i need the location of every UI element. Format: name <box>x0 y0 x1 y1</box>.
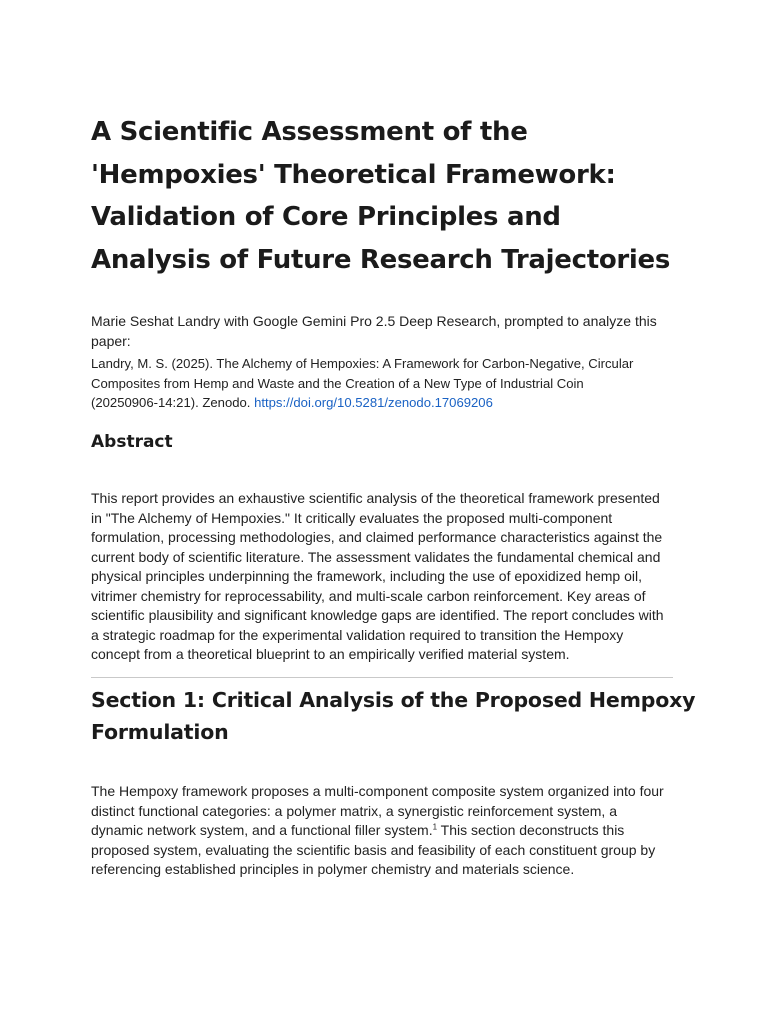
doi-link[interactable]: https://doi.org/10.5281/zenodo.17069206 <box>254 395 493 410</box>
paper-title <box>91 111 691 281</box>
abstract-line: concept from a theoretical blueprint to an empirically verified material system. <box>91 646 570 662</box>
section-1-paragraph <box>91 782 691 880</box>
title-line: A Scientific Assessment of the <box>91 117 528 147</box>
section-heading-line: Section 1: Critical Analysis of the Proposed Hempoxy <box>91 688 696 712</box>
title-line: 'Hempoxies' Theoretical Framework: <box>91 159 616 190</box>
abstract-paragraph <box>91 489 691 665</box>
abstract-line: formulation, processing methodologies, and claimed performance characteristics against the <box>91 529 663 545</box>
citation-line: Landry, M. S. (2025). The Alchemy of Hempoxies: A Framework for Carbon-Negative, Circular <box>91 356 634 371</box>
section-heading-line: Formulation <box>91 720 229 744</box>
abstract-line: a strategic roadmap for the experimental validation required to transition the Hempoxy <box>91 626 624 643</box>
citation-line: Composites from Hemp and Waste and the Creation of a New Type of Industrial Coin <box>91 375 584 391</box>
citation-text: (20250906-14:21). Zenodo. <box>91 395 255 410</box>
abstract-line: in "The Alchemy of Hempoxies." It critically evaluates the proposed multi-component <box>91 509 613 526</box>
title-line: Validation of Core Principles and <box>91 202 561 232</box>
footnote-marker[interactable]: 1 <box>432 822 438 832</box>
document-page <box>91 0 696 1024</box>
section-line: The Hempoxy framework proposes a multi-component composite system organized into four <box>91 783 664 799</box>
abstract-line: physical principles underpinning the framework, including the use of epoxidized hemp oil, <box>91 568 642 584</box>
section-text: This section deconstructs this <box>437 822 625 838</box>
section-text: dynamic network system, and a functional filler system. <box>91 822 433 838</box>
abstract-line: This report provides an exhaustive scientific analysis of the theoretical framework presented <box>91 490 660 506</box>
section-1-heading <box>91 684 696 748</box>
title-line: Analysis of Future Research Trajectories <box>91 244 671 275</box>
citation-line <box>91 393 676 413</box>
section-line: referencing established principles in polymer chemistry and materials science. <box>91 861 575 877</box>
author-line: Marie Seshat Landry with Google Gemini Pro 2.5 Deep Research, prompted to analyze this paper: <box>91 313 657 349</box>
abstract-line: current body of scientific literature. The assessment validates the fundamental chemical and <box>91 548 661 565</box>
abstract-line: vitrimer chemistry for reprocessability, and multi-scale carbon reinforcement. Key areas of <box>91 587 646 604</box>
section-line: proposed system, evaluating the scientific basis and feasibility of each constituent group by <box>91 841 656 858</box>
section-divider <box>91 677 673 678</box>
section-line <box>91 821 691 841</box>
abstract-line: scientific plausibility and significant knowledge gaps are identified. The report concludes with <box>91 607 664 623</box>
section-line: distinct functional categories: a polymer matrix, a synergistic reinforcement system, a <box>91 802 617 819</box>
citation <box>91 354 676 413</box>
abstract-heading: Abstract <box>91 432 173 452</box>
